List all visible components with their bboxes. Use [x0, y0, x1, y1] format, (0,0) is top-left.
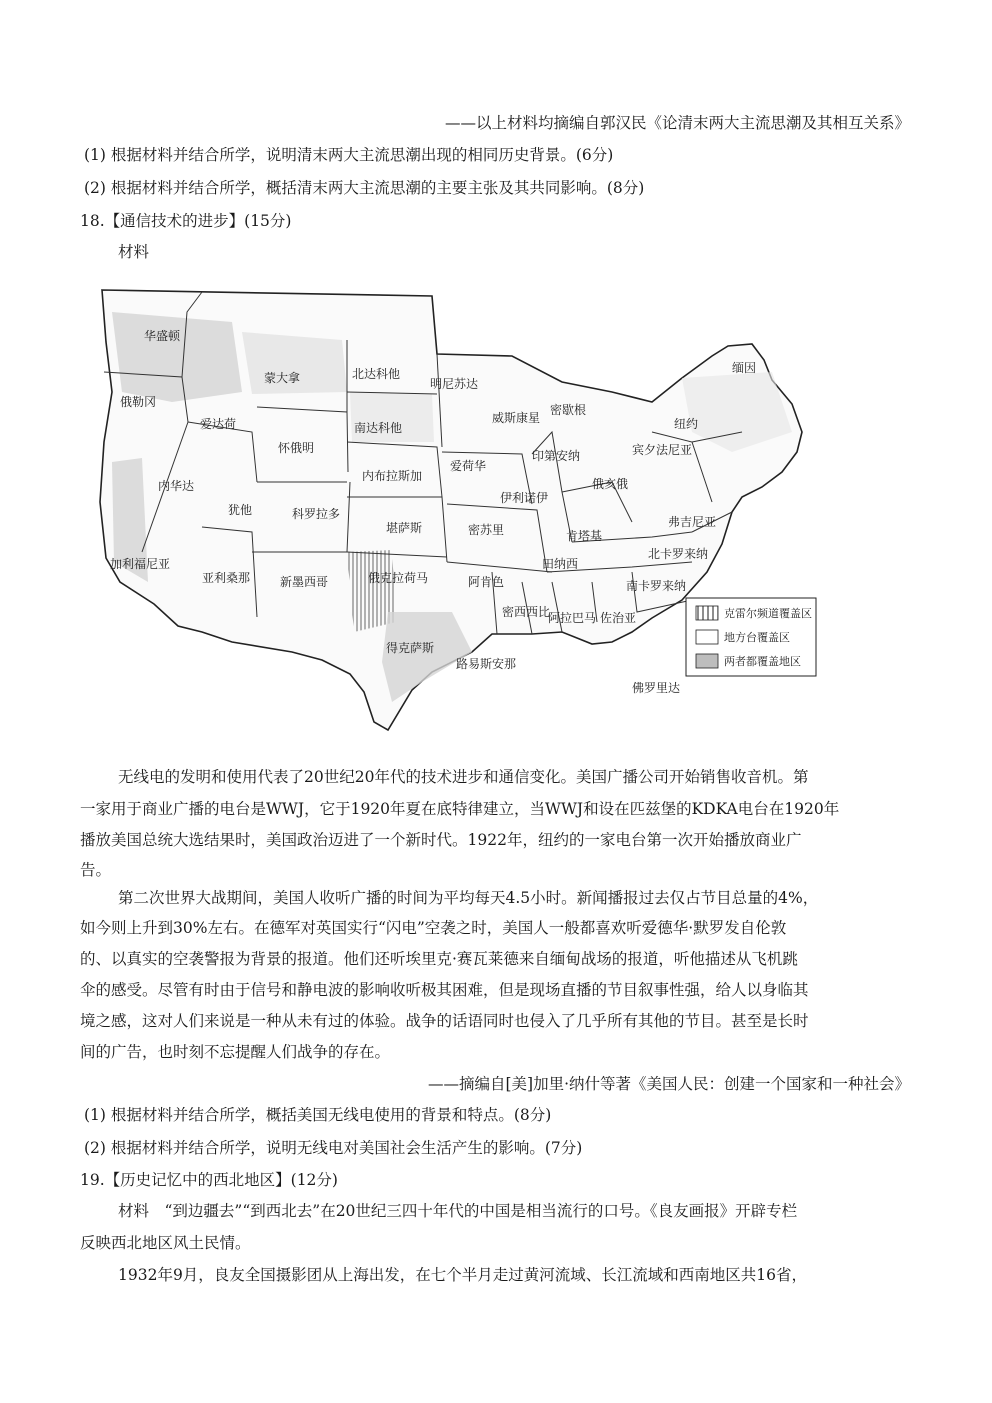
state-label-oregon: 俄勒冈: [120, 395, 157, 409]
q18-para2-line5: 境之感，这对人们来说是一种从未有过的体验。战争的话语同时也侵入了几乎所有其他的节目。甚至是长时: [80, 1012, 809, 1030]
q18-para1-line1: 无线电的发明和使用代表了20世纪20年代的技术进步和通信变化。美国广播公司开始销售收音机。第: [118, 768, 809, 786]
q19-para1-line1: 材料 “到边疆去”“到西北去”在20世纪三四十年代的中国是相当流行的口号。《良友画报》开辟专栏: [118, 1202, 798, 1220]
q18-part1: (1) 根据材料并结合所学，概括美国无线电使用的背景和特点。(8分): [84, 1106, 552, 1124]
q17-part2: (2) 根据材料并结合所学，概括清末两大主流思潮的主要主张及其共同影响。(8分): [84, 179, 645, 197]
q18-para2-line3: 的、以真实的空袭警报为背景的报道。他们还听埃里克·赛瓦莱德来自缅甸战场的报道，听他描述从飞机跳: [80, 950, 798, 968]
state-label-maine: 缅因: [732, 361, 757, 375]
state-label-indiana: 印第安纳: [532, 449, 581, 463]
q19-heading: 19.【历史记忆中的西北地区】(12分): [80, 1171, 338, 1189]
state-label-pennsylvania: 宾夕法尼亚: [632, 443, 693, 457]
q18-material-label: 材料: [118, 243, 150, 261]
legend-label-clear-channel: 克雷尔频道覆盖区: [724, 607, 812, 620]
state-label-new-york: 纽约: [674, 417, 699, 431]
state-label-south-carolina: 南卡罗来纳: [626, 579, 687, 593]
state-label-colorado: 科罗拉多: [292, 507, 341, 521]
q18-part2: (2) 根据材料并结合所学，说明无线电对美国社会生活产生的影响。(7分): [84, 1139, 583, 1157]
state-label-mississippi: 密西西比: [502, 605, 551, 619]
state-label-arizona: 亚利桑那: [202, 571, 251, 585]
state-label-north-dakota: 北达科他: [352, 367, 401, 381]
q19-para2-line1: 1932年9月，良友全国摄影团从上海出发，在七个半月走过黄河流域、长江流域和西南地区共16省，: [118, 1266, 808, 1284]
state-label-nebraska: 内布拉斯加: [362, 469, 423, 483]
legend-label-both: 两者都覆盖地区: [724, 655, 801, 668]
q18-para1-line4: 告。: [80, 861, 112, 879]
state-label-arkansas: 阿肯色: [468, 575, 505, 589]
state-label-new-mexico: 新墨西哥: [280, 575, 329, 589]
state-label-washington: 华盛顿: [144, 329, 181, 343]
state-label-montana: 蒙大拿: [264, 371, 301, 385]
state-label-utah: 犹他: [228, 503, 253, 517]
state-label-idaho: 爱达荷: [200, 417, 237, 431]
q19-para1-line2: 反映西北地区风土民情。: [80, 1234, 251, 1252]
source-attribution-17: ——以上材料均摘编自郭汉民《论清末两大主流思潮及其相互关系》: [444, 114, 910, 132]
legend-label-local: 地方台覆盖区: [724, 631, 790, 644]
state-label-ohio: 俄亥俄: [592, 477, 629, 491]
state-label-missouri: 密苏里: [468, 523, 505, 537]
state-label-louisiana: 路易斯安那: [456, 657, 517, 671]
state-label-illinois: 伊利诺伊: [500, 491, 549, 505]
state-label-alabama: 阿拉巴马: [548, 611, 597, 625]
q18-para1-line2: 一家用于商业广播的电台是WWJ，它于1920年夏在底特律建立，当WWJ和设在匹兹堡的KDKA电台在1920年: [80, 800, 840, 818]
state-label-texas: 得克萨斯: [386, 641, 435, 655]
state-label-kentucky: 肯塔基: [566, 529, 603, 543]
q18-heading: 18.【通信技术的进步】(15分): [80, 212, 292, 230]
source-attribution-18: ——摘编自[美]加里·纳什等著《美国人民：创建一个国家和一种社会》: [427, 1075, 910, 1093]
state-label-oklahoma: 俄克拉荷马: [368, 571, 429, 585]
q17-part1: (1) 根据材料并结合所学，说明清末两大主流思潮出现的相同历史背景。(6分): [84, 146, 614, 164]
q18-para1-line3: 播放美国总统大选结果时，美国政治迈进了一个新时代。1922年，纽约的一家电台第一次开始播放商业广: [80, 831, 802, 849]
state-label-virginia: 弗吉尼亚: [668, 515, 717, 529]
state-label-wyoming: 怀俄明: [278, 441, 315, 455]
state-label-north-carolina: 北卡罗来纳: [648, 547, 709, 561]
state-label-florida: 佛罗里达: [632, 681, 681, 695]
state-label-georgia: 佐治亚: [600, 611, 637, 625]
us-radio-coverage-map: [92, 282, 920, 742]
state-label-california: 加利福尼亚: [110, 557, 171, 571]
q18-para2-line6: 间的广告，也时刻不忘提醒人们战争的存在。: [80, 1043, 391, 1061]
state-label-minnesota: 明尼苏达: [430, 377, 479, 391]
state-label-tennessee: 田纳西: [542, 557, 579, 571]
map-legend: [686, 598, 816, 676]
q18-para2-line2: 如今则上升到30%左右。在德军对英国实行“闪电”空袭之时，美国人一般都喜欢听爱德华·默罗发自伦敦: [80, 919, 787, 937]
q18-para2-line1: 第二次世界大战期间，美国人收听广播的时间为平均每天4.5小时。新闻播报过去仅占节目总量的4%，: [118, 889, 819, 907]
state-label-south-dakota: 南达科他: [354, 421, 403, 435]
state-label-iowa: 爱荷华: [450, 459, 487, 473]
state-label-wisconsin: 威斯康星: [492, 411, 541, 425]
q18-para2-line4: 伞的感受。尽管有时由于信号和静电波的影响收听极其困难，但是现场直播的节目叙事性强，给人以身临其: [80, 981, 809, 999]
state-label-michigan: 密歇根: [550, 403, 587, 417]
state-label-kansas: 堪萨斯: [386, 521, 423, 535]
state-label-nevada: 内华达: [158, 479, 195, 493]
